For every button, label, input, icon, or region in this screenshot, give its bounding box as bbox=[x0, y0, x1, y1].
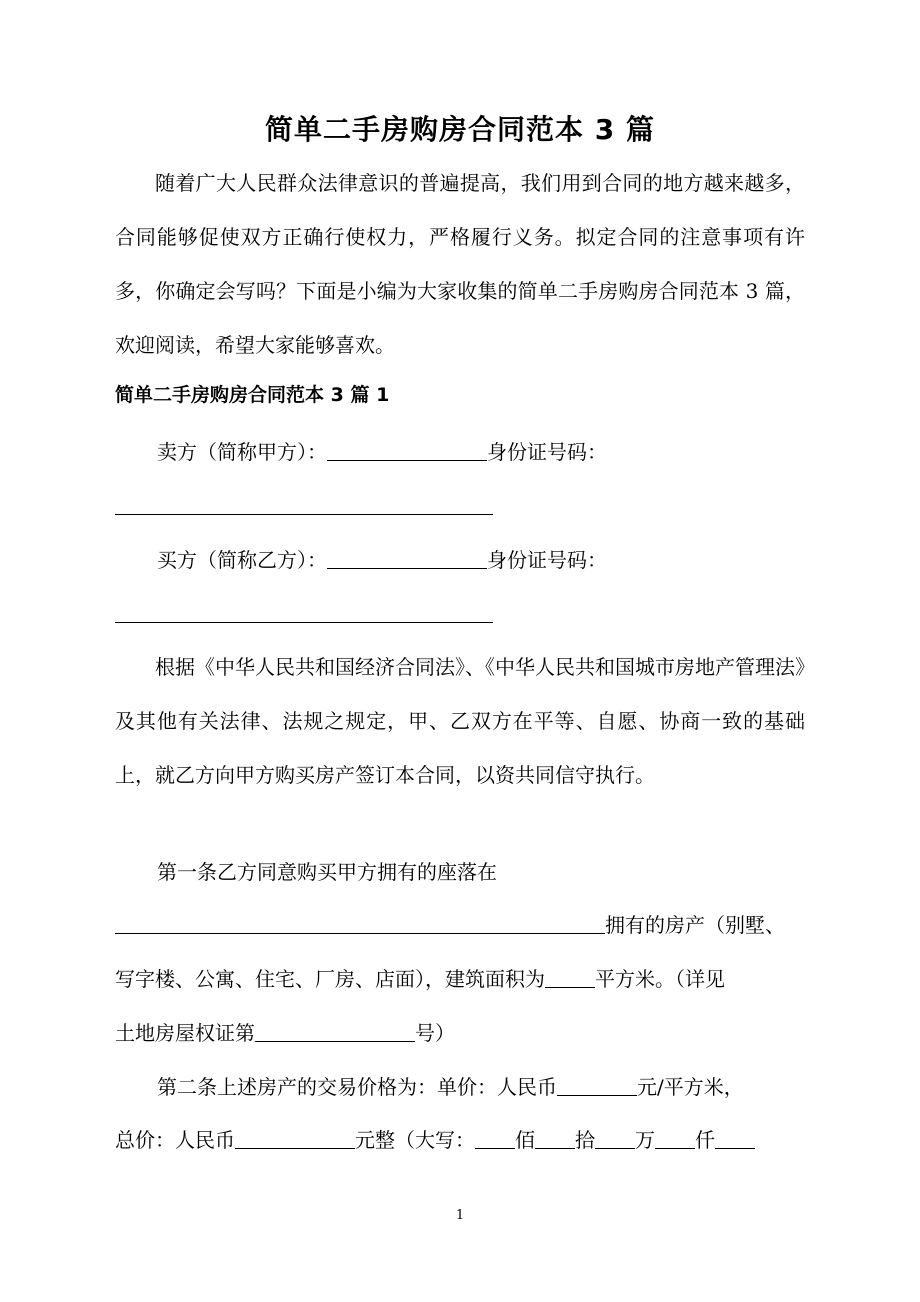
article1-certificate-suffix: 号） bbox=[415, 1021, 455, 1045]
article1-line2 bbox=[115, 910, 805, 940]
seller-id-label: 身份证号码： bbox=[487, 440, 607, 464]
bai-blank bbox=[475, 1128, 515, 1149]
buyer-id-blank bbox=[115, 622, 493, 623]
buyer-line bbox=[115, 545, 847, 575]
article1-line3 bbox=[115, 964, 805, 994]
article1-types: 写字楼、公寓、住宅、厂房、店面），建筑面积为 bbox=[115, 967, 545, 991]
seller-name-blank bbox=[327, 440, 487, 461]
seller-label: 卖方（简称甲方）： bbox=[157, 440, 327, 464]
buyer-id-label: 身份证号码： bbox=[487, 548, 607, 572]
article2-unit-price-suffix: 元/平方米， bbox=[637, 1075, 744, 1099]
shi-blank bbox=[535, 1128, 575, 1149]
buyer-label: 买方（简称乙方）： bbox=[157, 548, 327, 572]
seller-line bbox=[115, 437, 847, 467]
seller-id-blank bbox=[115, 514, 493, 515]
document-title: 简单二手房购房合同范本 3 篇 bbox=[265, 113, 655, 146]
qian-blank bbox=[655, 1128, 695, 1149]
total-price-blank bbox=[235, 1128, 355, 1149]
article1-area-unit: 平方米。（详见 bbox=[595, 967, 725, 991]
basis-paragraph: 根据《中华人民共和国经济合同法》、《中华人民共和国城市房地产管理法》及其他有关法律、法规之规定，甲、乙双方在平等、自愿、协商一致的基础上，就乙方向甲方购买房产签订本合同，以资共同信守执行。 bbox=[115, 655, 805, 787]
area-blank bbox=[545, 967, 595, 988]
article2-total-words-label: 元整（大写： bbox=[355, 1128, 475, 1152]
article1-property-type: 拥有的房产（别墅、 bbox=[605, 913, 785, 937]
unit-shi: 拾 bbox=[575, 1128, 595, 1152]
article2-total-label: 总价：人民币 bbox=[115, 1128, 235, 1152]
article2-line1 bbox=[115, 1072, 847, 1102]
wan-blank bbox=[595, 1128, 635, 1149]
article2-unit-price-label: 第二条上述房产的交易价格为：单价：人民币 bbox=[157, 1075, 557, 1099]
certificate-number-blank bbox=[255, 1021, 415, 1042]
unit-bai: 佰 bbox=[515, 1128, 535, 1152]
section-heading: 简单二手房购房合同范本 3 篇 1 bbox=[115, 384, 390, 406]
unit-qian: 仟 bbox=[695, 1128, 715, 1152]
page-number: 1 bbox=[455, 1208, 465, 1223]
property-location-blank bbox=[115, 913, 605, 934]
article1-certificate-label: 土地房屋权证第 bbox=[115, 1021, 255, 1045]
unit-wan: 万 bbox=[635, 1128, 655, 1152]
article2-line2 bbox=[115, 1125, 805, 1155]
unit-price-blank bbox=[557, 1075, 637, 1096]
article1-line4 bbox=[115, 1018, 805, 1048]
buyer-name-blank bbox=[327, 548, 487, 569]
article1-line1: 第一条乙方同意购买甲方拥有的座落在 bbox=[157, 860, 497, 884]
trailing-blank bbox=[715, 1128, 755, 1149]
intro-paragraph: 随着广大人民群众法律意识的普遍提高，我们用到合同的地方越来越多，合同能够促使双方正确行使权力，严格履行义务。拟定合同的注意事项有许多，你确定会写吗？下面是小编为大家收集的简单二手房购房合同范本 3 篇，欢迎阅读，希望大家能够喜欢。 bbox=[115, 171, 805, 357]
